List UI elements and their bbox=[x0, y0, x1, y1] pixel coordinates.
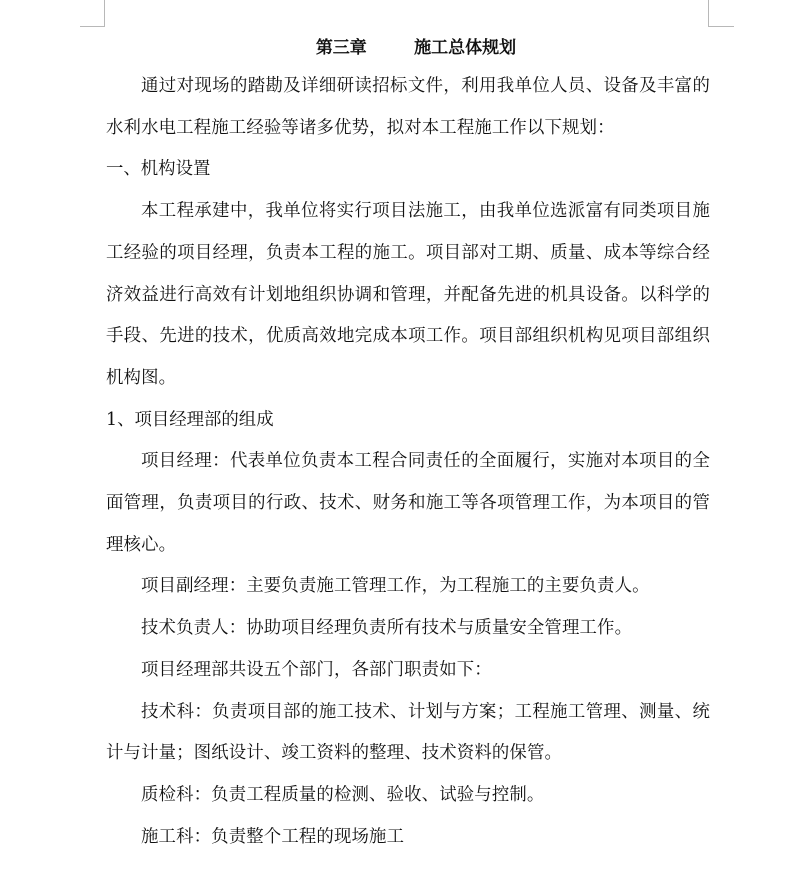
crop-mark-top-left-horizontal bbox=[80, 26, 105, 27]
quality-department-paragraph: 质检科：负责工程质量的检测、验收、试验与控制。 bbox=[141, 784, 545, 805]
organization-paragraph: 本工程承建中，我单位将实行项目法施工，由我单位选派富有同类项目施工经验的项目经理，负责本工程的施工。项目部对工期、质量、成本等综合经济效益进行高效有计划地组织协调和管理，并配备先进的机具设备。以科学的手段、先进的技术，优质高效地完成本项工作。项目部组织机构见项目部组织机构图。 bbox=[106, 201, 710, 388]
technical-department-paragraph: 技术科：负责项目部的施工技术、计划与方案；工程施工管理、测量、统计与计量；图纸设计、竣工资料的整理、技术资料的保管。 bbox=[106, 701, 710, 764]
subsection-heading-project-department: 1、项目经理部的组成 bbox=[106, 409, 274, 430]
crop-mark-top-right-vertical bbox=[708, 0, 709, 26]
technical-lead-paragraph: 技术负责人：协助项目经理负责所有技术与质量安全管理工作。 bbox=[141, 618, 633, 639]
crop-mark-top-right-horizontal bbox=[708, 26, 734, 27]
crop-mark-top-left-vertical bbox=[104, 0, 105, 26]
section-heading-organization: 一、机构设置 bbox=[106, 159, 211, 180]
project-manager-paragraph: 项目经理：代表单位负责本工程合同责任的全面履行，实施对本项目的全面管理，负责项目的行政、技术、财务和施工等各项管理工作，为本项目的管理核心。 bbox=[106, 451, 710, 555]
chapter-title: 第三章 施工总体规划 bbox=[315, 38, 517, 58]
construction-department-paragraph: 施工科：负责整个工程的现场施工 bbox=[141, 826, 405, 847]
deputy-manager-paragraph: 项目副经理：主要负责施工管理工作，为工程施工的主要负责人。 bbox=[141, 576, 650, 597]
intro-paragraph: 通过对现场的踏勘及详细研读招标文件，利用我单位人员、设备及丰富的水利水电工程施工经验等诸多优势，拟对本工程施工作以下规划： bbox=[106, 76, 710, 138]
departments-intro-paragraph: 项目经理部共设五个部门，各部门职责如下： bbox=[141, 659, 492, 680]
document-body bbox=[106, 30, 710, 858]
